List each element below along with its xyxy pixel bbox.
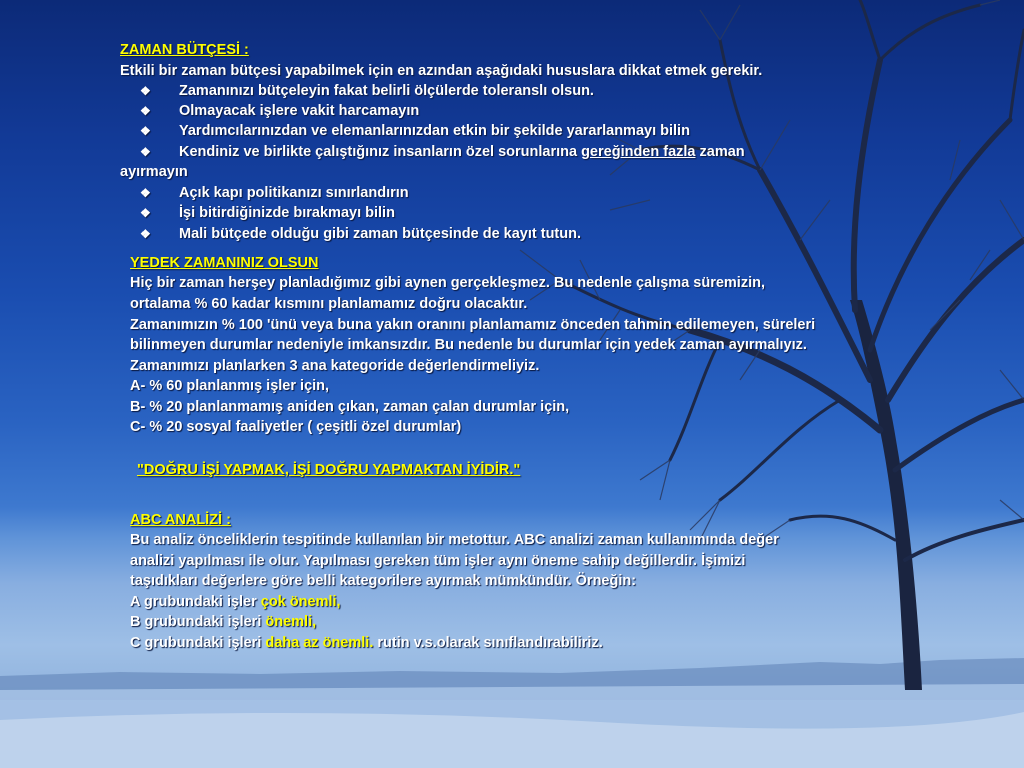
group-line-a [130,592,341,613]
quote-text: "DOĞRU İŞİ YAPMAK, İŞİ DOĞRU YAPMAKTAN İYİDİR." [137,462,521,478]
group-highlight: çok önemli, [260,594,341,610]
bullet-icon: ❖ [140,124,151,138]
bullet-text: Olmayacak işlere vakit harcamayın [179,103,420,119]
bullet-text: Zamanınızı bütçeleyin fakat belirli ölçülerde toleranslı olsun. [179,83,594,99]
bullet-text: İşi bitirdiğinizde bırakmayı bilin [179,205,395,221]
group-text: grubundaki işleri [140,635,266,651]
bullet-icon: ❖ [140,227,151,241]
section1-title [120,40,249,61]
section1-intro: Etkili bir zaman bütçesi yapabilmek için en azından aşağıdaki hususlara dikkat etmek gerekir. [120,63,763,79]
section3-title [130,510,231,531]
bullet-text: Yardımcılarınızdan ve elemanlarınızdan etkin bir şekilde yararlanmayı bilin [179,123,690,139]
group-text: grubundaki işleri [140,614,266,630]
group-rest: rutin v.s.olarak sınıflandırabiliriz. [373,635,603,651]
group-letter: C [130,635,141,651]
bullet4-text-start: Kendiniz ve birlikte çalıştığınız insanların özel sorunlarına [179,144,582,160]
group-line-c [130,633,603,654]
bullet4-wrap: ayırmayın [120,164,188,180]
bullet-icon: ❖ [140,145,151,159]
section2-line: Zamanımızın % 100 'ünü veya buna yakın oranını planlamamız önceden tahmin edilemeyen, süreleri [130,317,816,333]
bullet-icon: ❖ [140,206,151,220]
bullet4-underlined: gereğinden fazla [581,144,696,160]
group-text: grubundaki işler [139,594,261,610]
section3-line: taşıdıkları değerlere göre belli kategorilere ayırmak mümkündür. Örneğin: [130,573,637,589]
bullet-text [179,142,745,163]
section2-line: A- % 60 planlanmış işler için, [130,378,330,394]
section2-line: bilinmeyen durumlar nedeniyle imkansızdır. Bu nedenle bu durumlar için yedek zaman ayırmalıyız. [130,337,807,353]
section2-line: Zamanımızı planlarken 3 ana kategoride değerlendirmeliyiz. [130,358,540,374]
section2-line: C- % 20 sosyal faaliyetler ( çeşitli özel durumlar) [130,419,462,435]
section2-line: ortalama % 60 kadar kısmını planlamamız doğru olacaktır. [130,296,528,312]
section3-line: Bu analiz önceliklerin tespitinde kullanılan bir metottur. ABC analizi zaman kullanımında değer [130,532,779,548]
group-highlight: daha az önemli. [265,635,374,651]
group-highlight: önemli, [265,614,317,630]
bullet-icon: ❖ [140,104,151,118]
group-letter: A [130,594,140,610]
bullet-text: Açık kapı politikanızı sınırlandırın [179,185,409,201]
section2-title-text: YEDEK ZAMANINIZ OLSUN [130,255,319,271]
section2-line: B- % 20 planlanmamış aniden çıkan, zaman çalan durumlar için, [130,399,570,415]
group-letter: B [130,614,141,630]
group-line-b [130,612,316,633]
bullet-text: Mali bütçede olduğu gibi zaman bütçesinde de kayıt tutun. [179,226,582,242]
quote [137,460,520,481]
bullet-icon: ❖ [140,84,151,98]
section2-title [130,253,319,274]
bullet-icon: ❖ [140,186,151,200]
bullet4-text-end: zaman [695,144,745,160]
section3-line: analizi yapılması ile olur. Yapılması gereken tüm işler aynı öneme sahip değillerdir. İşimizi [130,553,746,569]
section3-title-text: ABC ANALİZİ : [130,512,231,528]
section2-line: Hiç bir zaman herşey planladığımız gibi aynen gerçekleşmez. Bu nedenle çalışma süremizin, [130,275,766,291]
section1-title-text: ZAMAN BÜTÇESİ : [120,42,249,58]
